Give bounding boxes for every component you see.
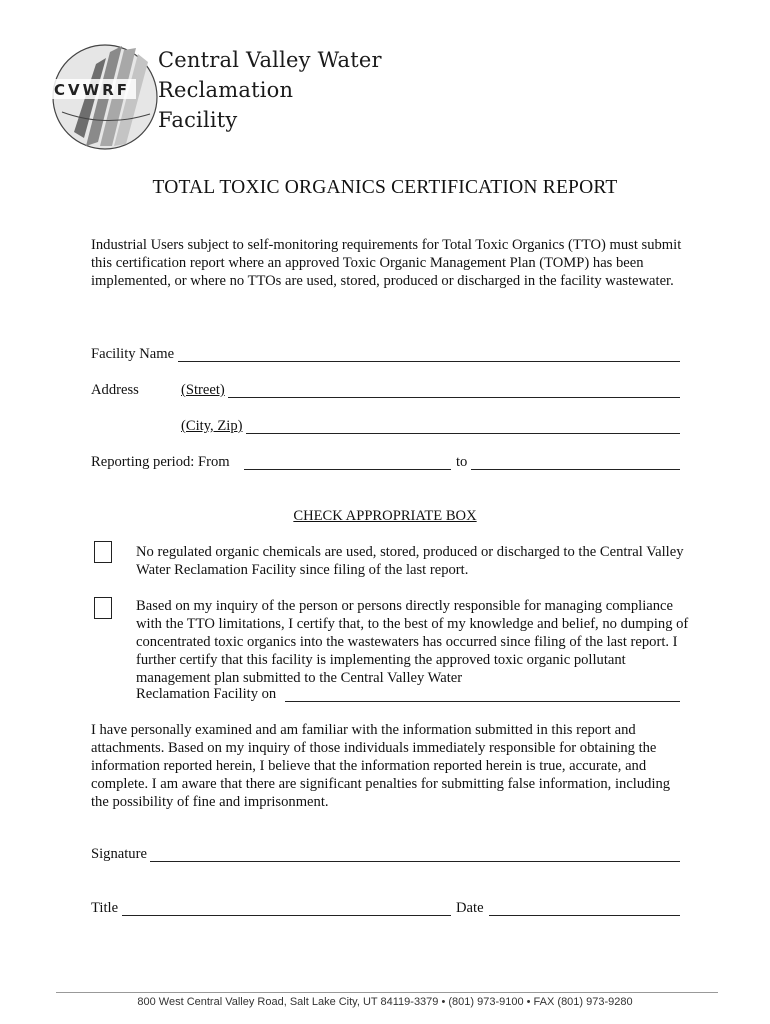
date-label: Date	[456, 900, 484, 916]
intro-paragraph: Industrial Users subject to self-monitoring requirements for Total Toxic Organics (TTO) must submit this certification report where an approved Toxic Organic Management Plan (TOMP) has been implemented, or where no TTOs are used, stored, produced or discharged in the facility wastewater.	[91, 237, 682, 289]
address-label: Address	[91, 382, 139, 398]
option-2-text: Based on my inquiry of the person or persons directly responsible for managing compliance with the TTO limitations, I certify that, to the best of my knowledge and belief, no dumping of concentrated toxic organics into the wastewaters has occurred since filing of the last report. I further certify that this facility is implementing the approved toxic organic pollutant management plan submitted to the Central Valley Water	[136, 598, 689, 686]
page-title: TOTAL TOXIC ORGANICS CERTIFICATION REPORT	[152, 177, 618, 198]
street-label: (Street)	[181, 382, 225, 398]
option-1-checkbox[interactable]	[94, 541, 112, 563]
signature-field[interactable]	[150, 861, 680, 862]
org-name-line-1: Central Valley Water	[158, 48, 382, 72]
declaration-paragraph: I have personally examined and am familiar with the information submitted in this report and attachments. Based on my inquiry of those individuals immediately responsible for obtaining the information reported herein, I believe that the information reported herein is true, accurate, and complete. I am aware that there are significant penalties for submitting false information, including the possibility of fine and imprisonment.	[91, 722, 671, 810]
check-box-heading: CHECK APPROPRIATE BOX	[293, 508, 477, 524]
title-label: Title	[91, 900, 119, 916]
street-field[interactable]	[228, 397, 680, 398]
date-field[interactable]	[489, 915, 680, 916]
logo-abbrev: CVWRF	[54, 81, 130, 99]
footer-divider	[56, 992, 718, 993]
facility-name-field[interactable]	[178, 361, 680, 362]
title-field[interactable]	[122, 915, 451, 916]
reporting-period-label: Reporting period: From	[91, 454, 230, 470]
org-name-line-3: Facility	[158, 108, 238, 132]
period-from-field[interactable]	[244, 469, 451, 470]
signature-label: Signature	[91, 846, 147, 862]
period-to-label: to	[456, 454, 468, 470]
option-2-checkbox[interactable]	[94, 597, 112, 619]
cvwrf-logo	[50, 42, 160, 152]
option-2-tail-label: Reclamation Facility on	[136, 686, 277, 702]
period-to-field[interactable]	[471, 469, 680, 470]
city-zip-field[interactable]	[246, 433, 680, 434]
tomp-date-field[interactable]	[285, 701, 680, 702]
city-zip-label: (City, Zip)	[181, 418, 243, 434]
org-name-line-2: Reclamation	[158, 78, 294, 102]
facility-name-label: Facility Name	[91, 346, 175, 362]
option-1-text: No regulated organic chemicals are used, stored, produced or discharged to the Central Valley Water Reclamation Facility since filing of the last report.	[136, 544, 684, 578]
footer-contact: 800 West Central Valley Road, Salt Lake City, UT 84119-3379 • (801) 973-9100 • FAX (801) 973-9280	[137, 996, 633, 1008]
